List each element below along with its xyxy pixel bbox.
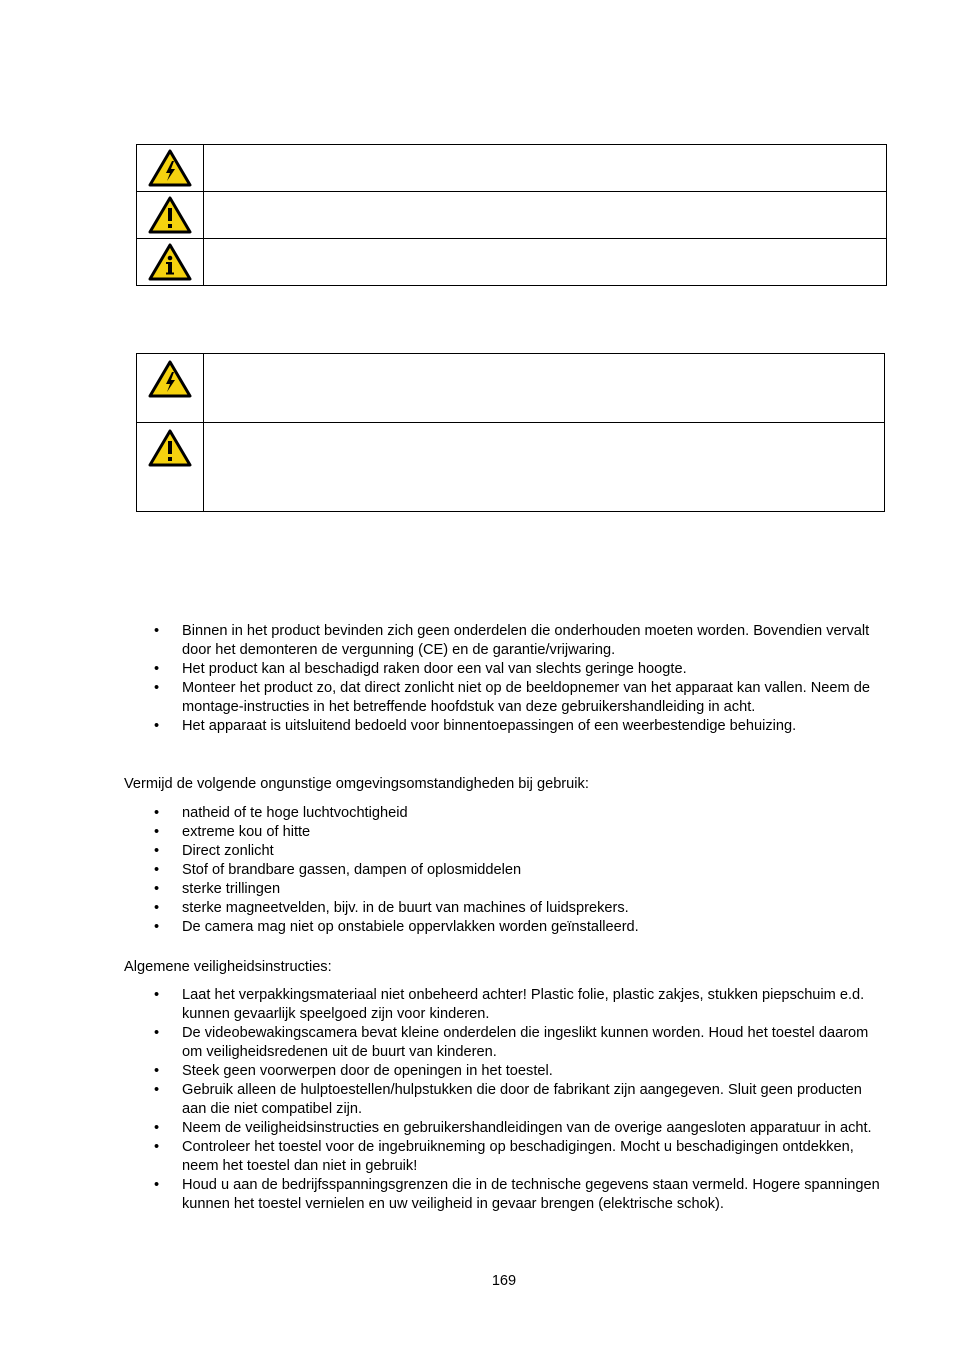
table-row <box>137 192 887 239</box>
list-item: • Monteer het product zo, dat direct zonlicht niet op de beeldopnemer van het apparaat kan vallen. Neem de montage-instructies in het betreffende hoofdstuk van deze gebruikershandleiding in acht. <box>154 679 884 717</box>
table-row <box>137 239 887 286</box>
list-item: • De videobewakingscamera bevat kleine onderdelen die ingeslikt kunnen worden. Houd het toestel daarom om veiligheidsredenen uit de buurt van kinderen. <box>154 1024 884 1062</box>
icon-cell <box>137 354 204 423</box>
icon-cell <box>137 423 204 512</box>
table-row <box>137 354 885 423</box>
list-item: • Controleer het toestel voor de ingebruikneming op beschadigingen. Mocht u beschadigingen ontdekken, neem het toestel dan niet in gebruik! <box>154 1138 884 1176</box>
list-item: • Het product kan al beschadigd raken door een val van slechts geringe hoogte. <box>154 660 884 679</box>
exclamation-warning-icon <box>148 196 192 234</box>
general-safety-heading: Algemene veiligheidsinstructies: <box>124 959 332 975</box>
list-item: • Laat het verpakkingsmateriaal niet onbeheerd achter! Plastic folie, plastic zakjes, stukken piepschuim e.d. kunnen gevaarlijk speelgoed zijn voor kinderen. <box>154 986 884 1024</box>
icon-cell <box>137 239 204 286</box>
environment-conditions-list <box>154 804 884 937</box>
list-item: • Gebruik alleen de hulptoestellen/hulpstukken die door de fabrikant zijn aangegeven. Sluit geen producten aan die niet compatibel zijn. <box>154 1081 884 1119</box>
list-item: • Direct zonlicht <box>154 842 884 861</box>
warning-table <box>136 353 885 512</box>
symbol-description <box>204 145 887 192</box>
symbol-description <box>204 192 887 239</box>
warning-text <box>204 354 885 423</box>
list-item: • Houd u aan de bedrijfsspanningsgrenzen die in de technische gegevens staan vermeld. Hogere spanningen kunnen het toestel vernielen en uw veiligheid in gevaar brengen (elektrische schok). <box>154 1176 884 1214</box>
information-warning-icon <box>148 243 192 281</box>
high-voltage-warning-icon <box>148 149 192 187</box>
high-voltage-warning-icon <box>148 360 192 398</box>
exclamation-warning-icon <box>148 429 192 467</box>
general-safety-list <box>154 986 884 1214</box>
warning-text <box>204 423 885 512</box>
list-item: • extreme kou of hitte <box>154 823 884 842</box>
list-item: • Neem de veiligheidsinstructies en gebruikershandleidingen van de overige aangesloten apparatuur in acht. <box>154 1119 884 1138</box>
list-item: • Het apparaat is uitsluitend bedoeld voor binnentoepassingen of een weerbestendige behuizing. <box>154 717 884 736</box>
environment-intro: Vermijd de volgende ongunstige omgevingsomstandigheden bij gebruik: <box>124 776 589 792</box>
list-item: • Steek geen voorwerpen door de openingen in het toestel. <box>154 1062 884 1081</box>
list-item: • sterke magneetvelden, bijv. in de buurt van machines of luidsprekers. <box>154 899 884 918</box>
product-notes-list <box>154 622 884 736</box>
icon-cell <box>137 145 204 192</box>
icon-cell <box>137 192 204 239</box>
list-item: • Binnen in het product bevinden zich geen onderdelen die onderhouden moeten worden. Bovendien vervalt door het demonteren de vergunning (CE) en de garantie/vrijwaring. <box>154 622 884 660</box>
list-item: • natheid of te hoge luchtvochtigheid <box>154 804 884 823</box>
table-row <box>137 145 887 192</box>
table-row <box>137 423 885 512</box>
page-number: 169 <box>491 1273 517 1289</box>
symbol-description <box>204 239 887 286</box>
list-item: • Stof of brandbare gassen, dampen of oplosmiddelen <box>154 861 884 880</box>
list-item: • sterke trillingen <box>154 880 884 899</box>
list-item: • De camera mag niet op onstabiele oppervlakken worden geïnstalleerd. <box>154 918 884 937</box>
symbol-table <box>136 144 887 286</box>
